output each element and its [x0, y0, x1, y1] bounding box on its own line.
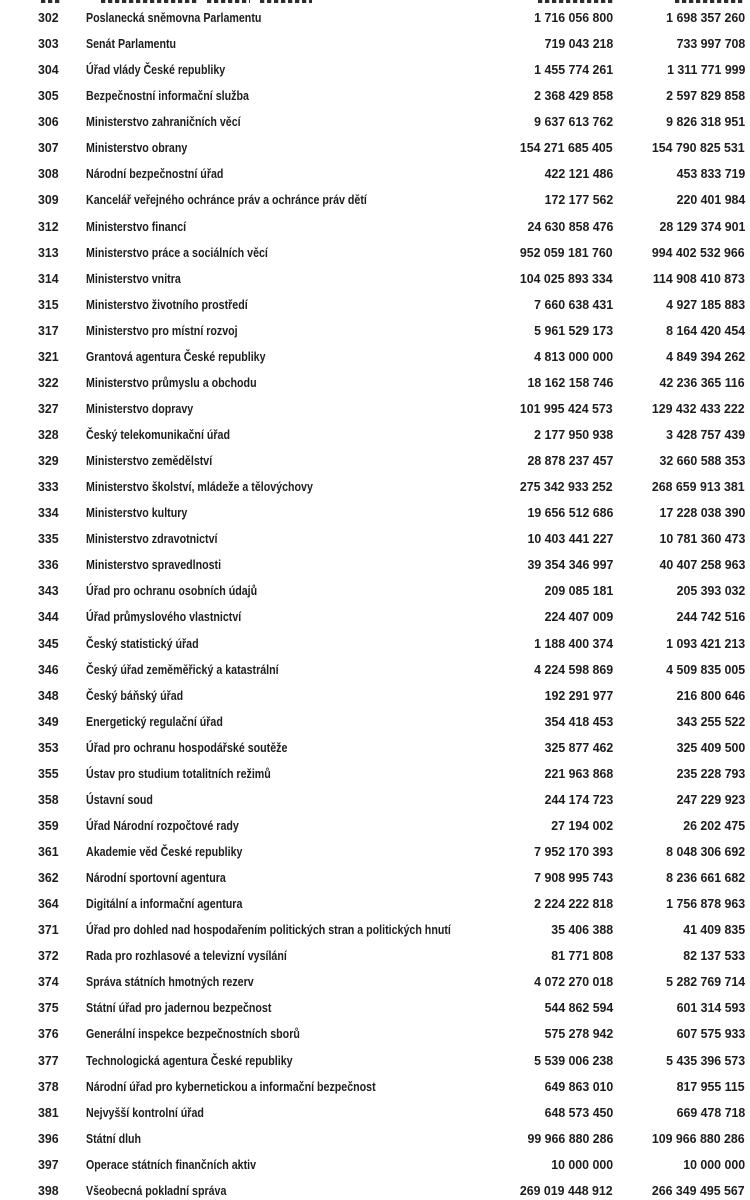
amount-2-cell: 10 781 360 473 [659, 531, 745, 547]
amount-1-cell: 2 224 222 818 [534, 896, 613, 912]
clipped-text-fragment [41, 0, 62, 3]
chapter-name-cell: Ministerstvo zahraničních věcí [86, 114, 241, 130]
amount-1-cell: 275 342 933 252 [520, 479, 613, 495]
table-row [0, 1100, 750, 1126]
budget-table [0, 5, 750, 1200]
table-row [0, 370, 750, 396]
amount-2-cell: 114 908 410 873 [652, 270, 745, 286]
table-row [0, 109, 750, 135]
amount-1-cell: 422 121 486 [544, 166, 613, 182]
chapter-number-cell: 333 [38, 479, 59, 495]
table-row [0, 969, 750, 995]
chapter-name-cell: Kancelář veřejného ochránce práv a ochránce práv dětí [86, 192, 367, 208]
chapter-number-cell: 335 [38, 531, 59, 547]
chapter-number-cell: 344 [38, 609, 59, 625]
amount-2-cell: 8 048 306 692 [666, 844, 745, 859]
table-row [0, 839, 750, 865]
chapter-number-cell: 307 [38, 140, 59, 156]
amount-2-cell: 343 255 522 [676, 713, 745, 729]
amount-2-cell: 8 164 420 454 [666, 322, 745, 338]
amount-2-cell: 26 202 475 [683, 817, 745, 833]
amount-2-cell: 601 314 593 [676, 1000, 745, 1016]
chapter-number-cell: 305 [38, 88, 59, 104]
amount-1-cell: 5 539 006 238 [534, 1052, 613, 1068]
amount-2-cell: 453 833 719 [676, 166, 745, 182]
amount-1-cell: 354 418 453 [544, 713, 613, 729]
table-row [0, 448, 750, 474]
chapter-number-cell: 376 [38, 1026, 59, 1042]
table-row [0, 865, 750, 891]
chapter-name-cell: Grantová agentura České republiky [86, 348, 266, 364]
table-row [0, 161, 750, 187]
table-row [0, 292, 750, 318]
table-row [0, 1048, 750, 1074]
table-row [0, 631, 750, 657]
chapter-name-cell: Národní sportovní agentura [86, 870, 226, 886]
amount-1-cell: 81 771 808 [551, 948, 613, 964]
amount-1-cell: 10 403 441 227 [527, 531, 613, 547]
chapter-name-cell: Senát Parlamentu [86, 36, 177, 52]
chapter-name-cell: Úřad vlády České republiky [86, 62, 226, 78]
chapter-name-cell: Správa státních hmotných rezerv [86, 974, 254, 990]
chapter-number-cell: 334 [38, 505, 59, 521]
amount-1-cell: 4 813 000 000 [534, 348, 613, 364]
amount-2-cell: 220 401 984 [676, 192, 745, 208]
chapter-number-cell: 377 [38, 1052, 59, 1068]
chapter-number-cell: 315 [38, 296, 59, 312]
chapter-name-cell: Úřad pro dohled nad hospodařením politických stran a politických hnutí [86, 922, 451, 938]
table-row [0, 1152, 750, 1178]
chapter-name-cell: Český úřad zeměměřický a katastrální [86, 661, 279, 677]
amount-2-cell: 1 698 357 260 [666, 10, 745, 25]
table-row [0, 943, 750, 969]
chapter-number-cell: 328 [38, 427, 59, 442]
table-row [0, 1021, 750, 1047]
chapter-number-cell: 314 [38, 270, 59, 286]
amount-1-cell: 209 085 181 [544, 583, 613, 599]
chapter-name-cell: Akademie věd České republiky [86, 844, 243, 859]
chapter-name-cell: Ministerstvo vnitra [86, 270, 181, 286]
amount-1-cell: 4 224 598 869 [534, 661, 613, 677]
table-row [0, 604, 750, 630]
chapter-name-cell: Ministerstvo kultury [86, 505, 188, 521]
chapter-number-cell: 358 [38, 791, 59, 807]
clipped-text-fragment [207, 0, 250, 3]
chapter-number-cell: 359 [38, 817, 59, 833]
table-row [0, 813, 750, 839]
amount-1-cell: 575 278 942 [544, 1026, 613, 1042]
chapter-number-cell: 322 [38, 374, 59, 390]
chapter-number-cell: 381 [38, 1104, 59, 1120]
clipped-text-fragment [260, 0, 312, 3]
chapter-number-cell: 313 [38, 244, 59, 260]
amount-1-cell: 224 407 009 [544, 609, 613, 625]
clipped-text-fragment [101, 0, 197, 3]
chapter-name-cell: Nejvyšší kontrolní úřad [86, 1104, 204, 1120]
amount-1-cell: 99 966 880 286 [527, 1130, 613, 1146]
chapter-number-cell: 397 [38, 1156, 59, 1172]
table-row [0, 474, 750, 500]
chapter-name-cell: Státní úřad pro jadernou bezpečnost [86, 1000, 272, 1016]
chapter-number-cell: 349 [38, 713, 59, 729]
table-row [0, 787, 750, 813]
chapter-name-cell: Ústavní soud [86, 791, 153, 807]
amount-2-cell: 154 790 825 531 [652, 140, 745, 156]
table-row [0, 318, 750, 344]
amount-1-cell: 18 162 158 746 [527, 374, 613, 390]
amount-1-cell: 1 455 774 261 [534, 62, 613, 78]
amount-2-cell: 1 756 878 963 [666, 896, 745, 912]
chapter-number-cell: 336 [38, 557, 59, 573]
chapter-number-cell: 327 [38, 400, 59, 416]
chapter-name-cell: Národní bezpečnostní úřad [86, 166, 224, 182]
amount-2-cell: 9 826 318 951 [666, 114, 745, 130]
chapter-name-cell: Všeobecná pokladní správa [86, 1182, 227, 1198]
table-row [0, 1126, 750, 1152]
amount-1-cell: 719 043 218 [544, 36, 613, 52]
table-row [0, 735, 750, 761]
table-row [0, 578, 750, 604]
table-row [0, 396, 750, 422]
amount-1-cell: 35 406 388 [551, 922, 613, 938]
amount-2-cell: 1 093 421 213 [666, 635, 745, 651]
amount-1-cell: 172 177 562 [544, 192, 613, 208]
chapter-name-cell: Digitální a informační agentura [86, 896, 243, 912]
table-row [0, 57, 750, 83]
chapter-number-cell: 343 [38, 583, 59, 599]
chapter-name-cell: Poslanecká sněmovna Parlamentu [86, 10, 262, 25]
amount-1-cell: 952 059 181 760 [520, 244, 613, 260]
chapter-name-cell: Národní úřad pro kybernetickou a informační bezpečnost [86, 1078, 376, 1094]
amount-1-cell: 19 656 512 686 [527, 505, 613, 521]
amount-1-cell: 648 573 450 [544, 1104, 613, 1120]
chapter-name-cell: Český báňský úřad [86, 687, 184, 703]
chapter-name-cell: Ministerstvo životního prostředí [86, 296, 248, 312]
amount-2-cell: 1 311 771 999 [666, 62, 745, 78]
chapter-name-cell: Rada pro rozhlasové a televizní vysílání [86, 948, 287, 964]
chapter-number-cell: 348 [38, 687, 59, 703]
amount-1-cell: 24 630 858 476 [527, 218, 613, 234]
amount-2-cell: 205 393 032 [676, 583, 745, 599]
table-row [0, 657, 750, 683]
amount-2-cell: 817 955 115 [677, 1078, 745, 1094]
amount-1-cell: 5 961 529 173 [534, 322, 613, 338]
amount-2-cell: 669 478 718 [676, 1104, 745, 1120]
amount-1-cell: 221 963 868 [544, 765, 613, 781]
chapter-name-cell: Bezpečnostní informační služba [86, 88, 249, 104]
amount-2-cell: 28 129 374 901 [659, 218, 745, 234]
amount-2-cell: 5 282 769 714 [666, 974, 745, 990]
table-row [0, 187, 750, 213]
table-row [0, 344, 750, 370]
table-row [0, 552, 750, 578]
chapter-number-cell: 396 [38, 1130, 59, 1146]
chapter-number-cell: 321 [38, 348, 59, 364]
table-row [0, 683, 750, 709]
amount-1-cell: 1 716 056 800 [534, 10, 613, 25]
table-row [0, 709, 750, 735]
chapter-number-cell: 375 [38, 1000, 59, 1016]
chapter-number-cell: 312 [38, 218, 59, 234]
chapter-name-cell: Ministerstvo obrany [86, 140, 188, 156]
amount-2-cell: 17 228 038 390 [659, 505, 745, 521]
amount-1-cell: 192 291 977 [544, 687, 613, 703]
amount-2-cell: 266 349 495 567 [652, 1182, 745, 1198]
amount-2-cell: 268 659 913 381 [652, 479, 745, 495]
amount-2-cell: 4 509 835 005 [666, 661, 745, 677]
amount-2-cell: 235 228 793 [676, 765, 745, 781]
chapter-name-cell: Úřad průmyslového vlastnictví [86, 609, 242, 625]
chapter-number-cell: 361 [38, 844, 59, 859]
amount-2-cell: 4 927 185 883 [666, 296, 745, 312]
amount-1-cell: 325 877 462 [544, 739, 613, 755]
amount-1-cell: 649 863 010 [544, 1078, 613, 1094]
table-row [0, 500, 750, 526]
amount-1-cell: 7 952 170 393 [534, 844, 613, 859]
amount-1-cell: 1 188 400 374 [534, 635, 613, 651]
amount-2-cell: 40 407 258 963 [659, 557, 745, 573]
amount-2-cell: 109 966 880 286 [652, 1130, 745, 1146]
table-row [0, 1178, 750, 1200]
amount-2-cell: 10 000 000 [683, 1156, 745, 1172]
table-row [0, 995, 750, 1021]
chapter-number-cell: 302 [38, 10, 59, 25]
amount-1-cell: 101 995 424 573 [520, 400, 613, 416]
chapter-name-cell: Český statistický úřad [86, 635, 199, 651]
chapter-number-cell: 398 [38, 1182, 59, 1198]
amount-1-cell: 39 354 346 997 [527, 557, 613, 573]
chapter-name-cell: Ministerstvo spravedlnosti [86, 557, 222, 573]
amount-2-cell: 247 229 923 [676, 791, 745, 807]
chapter-number-cell: 303 [38, 36, 59, 52]
amount-1-cell: 9 637 613 762 [534, 114, 613, 130]
chapter-name-cell: Český telekomunikační úřad [86, 427, 230, 442]
chapter-number-cell: 372 [38, 948, 59, 964]
table-row [0, 266, 750, 292]
amount-2-cell: 82 137 533 [683, 948, 745, 964]
clipped-text-fragment [675, 0, 743, 3]
chapter-name-cell: Ministerstvo pro místní rozvoj [86, 322, 238, 338]
amount-2-cell: 8 236 661 682 [666, 870, 745, 886]
amount-1-cell: 104 025 893 334 [520, 270, 613, 286]
chapter-number-cell: 364 [38, 896, 59, 912]
chapter-name-cell: Ministerstvo dopravy [86, 400, 194, 416]
amount-2-cell: 325 409 500 [676, 739, 745, 755]
chapter-name-cell: Úřad Národní rozpočtové rady [86, 817, 239, 833]
table-row [0, 5, 750, 31]
amount-2-cell: 4 849 394 262 [666, 348, 745, 364]
table-row [0, 31, 750, 57]
chapter-name-cell: Ministerstvo financí [86, 218, 187, 234]
table-row [0, 422, 750, 448]
chapter-name-cell: Generální inspekce bezpečnostních sborů [86, 1026, 300, 1042]
amount-1-cell: 10 000 000 [551, 1156, 613, 1172]
amount-2-cell: 2 597 829 858 [666, 88, 745, 104]
amount-1-cell: 544 862 594 [544, 1000, 613, 1016]
chapter-number-cell: 304 [38, 62, 59, 78]
table-row [0, 526, 750, 552]
amount-2-cell: 216 800 646 [676, 687, 745, 703]
amount-2-cell: 733 997 708 [676, 36, 745, 52]
table-row [0, 214, 750, 240]
amount-2-cell: 5 435 396 573 [666, 1052, 745, 1068]
amount-2-cell: 244 742 516 [676, 609, 745, 625]
amount-2-cell: 3 428 757 439 [666, 427, 745, 442]
amount-2-cell: 42 236 365 116 [659, 374, 745, 390]
amount-1-cell: 27 194 002 [551, 817, 613, 833]
amount-2-cell: 32 660 588 353 [659, 453, 745, 469]
table-row [0, 1074, 750, 1100]
chapter-name-cell: Ministerstvo zdravotnictví [86, 531, 218, 547]
chapter-name-cell: Úřad pro ochranu hospodářské soutěže [86, 739, 288, 755]
table-row [0, 761, 750, 787]
chapter-name-cell: Ústav pro studium totalitních režimů [86, 765, 271, 781]
chapter-number-cell: 353 [38, 739, 59, 755]
clipped-text-fragment [538, 0, 615, 3]
amount-2-cell: 129 432 433 222 [652, 400, 745, 416]
chapter-number-cell: 308 [38, 166, 59, 182]
amount-1-cell: 244 174 723 [544, 791, 613, 807]
amount-1-cell: 269 019 448 912 [520, 1182, 613, 1198]
table-row [0, 891, 750, 917]
chapter-number-cell: 371 [38, 922, 59, 938]
chapter-number-cell: 345 [38, 635, 59, 651]
table-row [0, 240, 750, 266]
table-row [0, 917, 750, 943]
amount-2-cell: 994 402 532 966 [652, 244, 745, 260]
chapter-number-cell: 355 [38, 765, 59, 781]
amount-1-cell: 28 878 237 457 [527, 453, 613, 469]
chapter-name-cell: Technologická agentura České republiky [86, 1052, 293, 1068]
chapter-number-cell: 329 [38, 453, 59, 469]
chapter-name-cell: Státní dluh [86, 1130, 142, 1146]
chapter-name-cell: Operace státních finančních aktiv [86, 1156, 257, 1172]
chapter-number-cell: 362 [38, 870, 59, 886]
amount-1-cell: 2 368 429 858 [534, 88, 613, 104]
chapter-name-cell: Úřad pro ochranu osobních údajů [86, 583, 258, 599]
chapter-name-cell: Ministerstvo průmyslu a obchodu [86, 374, 257, 390]
amount-1-cell: 4 072 270 018 [534, 974, 613, 990]
amount-1-cell: 7 660 638 431 [534, 296, 613, 312]
chapter-name-cell: Energetický regulační úřad [86, 713, 223, 729]
chapter-number-cell: 306 [38, 114, 59, 130]
amount-1-cell: 7 908 995 743 [534, 870, 613, 886]
chapter-name-cell: Ministerstvo školství, mládeže a tělovýchovy [86, 479, 313, 495]
amount-2-cell: 41 409 835 [683, 922, 745, 938]
chapter-number-cell: 374 [38, 974, 59, 990]
amount-1-cell: 154 271 685 405 [520, 140, 613, 156]
table-row [0, 135, 750, 161]
chapter-number-cell: 317 [38, 322, 59, 338]
chapter-number-cell: 309 [38, 192, 59, 208]
amount-1-cell: 2 177 950 938 [534, 427, 613, 442]
chapter-name-cell: Ministerstvo práce a sociálních věcí [86, 244, 268, 260]
table-row [0, 83, 750, 109]
chapter-number-cell: 378 [38, 1078, 59, 1094]
chapter-name-cell: Ministerstvo zemědělství [86, 453, 213, 469]
amount-2-cell: 607 575 933 [676, 1026, 745, 1042]
chapter-number-cell: 346 [38, 661, 59, 677]
